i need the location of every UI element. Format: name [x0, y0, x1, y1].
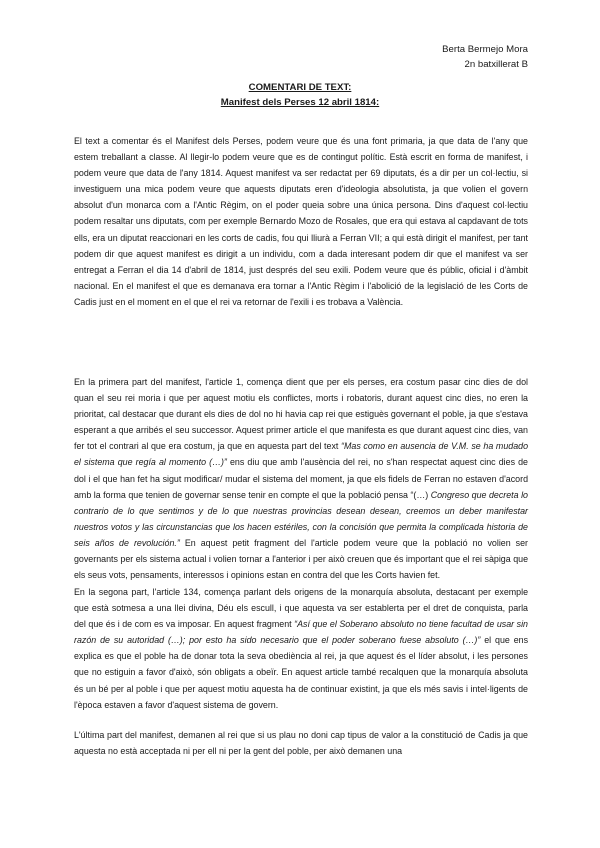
paragraph-text: El text a comentar és el Manifest dels Perses, podem veure que és una font primaria, ja que data de l'any que estem treballant a classe. Al llegir-lo podem veure que es de contingut polític. Està escrit en forma de manifest, i podem veure que data de l'any 1814. Aquest manifest va ser redactat per 69 diputats, és a dir per un col·lectiu, si investiguem una mica podem veure que aquests diputats eren d'ideologia absolutista, ja que volien el govern absolut d'un monarca com a l'Antic Règim, on el poder queia sobre una única persona. Dins d'aquest col·lectiu podem resaltar uns diputats, com per exemple Bernardo Mozo de Rosales, que era qui estava al capdavant de tots ells, era un diputat reaccionari en les corts de cadis, fou qui lliurà a Ferran VII; a qui està dirigit el manifest, per tant podem dir que aquest manifest es dirigit a un individu, com a dada interesant podem dir que el manifest va ser entregat a Ferran el dia 14 d'abril de 1814, just després del seu exili. Podem veure que és públic, oficial i d'àmbit nacional. En el manifest el que es demanava era tornar a l'Antic Règim i l'abolició de la legislació de les Corts de Cadis just en el moment en el que el rei va retornar de l'exili i es trobava a València. — [74, 136, 528, 307]
paragraph-second-part — [74, 584, 528, 713]
text-run: En la primera part del manifest, l'article 1, comença dient que per els perses, era costum pasar cinc dies de dol quan el seu rei moria i que per aquest motiu els conflictes, morts i robatoris, durant aquest cinc dies, no eren la prioritat, cal destacar que durant els dies de dol no hi havia cap rei que estiguès governant el poble, ja que s'estava esperant a que arribés el seu successor. Aquest primer article el que manifesta es que durant aquest cinc dies, van fer tot el contrari al que era costum, ja que en aquesta part del text — [74, 377, 528, 452]
paragraph-text — [74, 584, 528, 713]
quote-italic: “Mas como en ausencia de V.M. se ha mudado el sistema que regía al momento (…)” — [74, 441, 528, 468]
quote-italic: “Así que el Soberano absoluto no tiene facultad de usar sin razón de su autoridad (…); por esto ha sido necesario que el poder soberano fuese absoluto (…)” — [74, 619, 528, 646]
author-name: Berta Bermejo Mora — [442, 44, 528, 55]
paragraph-first-part — [74, 374, 528, 583]
quote-italic: Congreso que decreta lo contrario de lo que sentimos y de lo que nuestras provincias desean desean, creemos un deber manifestar nuestros votos y las circunstancias que los hacen estériles, con la concisión que permita la complicada historia de seis años de revolución.” — [74, 489, 528, 548]
course-label: 2n batxillerat B — [464, 59, 528, 70]
document-subtitle: Manifest dels Perses 12 abril 1814: — [220, 97, 380, 108]
paragraph-intro — [74, 133, 528, 310]
author-block — [442, 42, 528, 72]
paragraph-text — [74, 374, 528, 583]
paragraph-text: L'última part del manifest, demanen al rei que si us plau no doni cap tipus de valor a la constitució de Cadis ja que aquesta no està acceptada ni per ell ni per la gent del poble, per això demanen una — [74, 730, 528, 757]
paragraph-last-part — [74, 727, 528, 759]
text-run: En aquest petit fragment del l'article podem veure que la població no volien ser governants per els sistema actual i volien tornar a l'anterior i per això creuen que és important que el rei sàpiga que els seus vots, pensaments, interessos i opinions estan en contra del que les Corts havien fet. — [74, 537, 529, 581]
text-run: En la segona part, l'article 134, comença parlant dels origens de la monarquía absoluta, destacant per exemple que està sotmesa a una llei divina, Déu els escull, i que aquesta va ser establerta per el dret de conquista, parla del que és i de com es va imposar. En aquest fragment — [74, 587, 528, 630]
text-run: ens diu que amb l'ausència del rei, no s'han respectat aquest cinc dies de dol i el que han fet ha sigut modificar/ mudar el sistema del moment, ja que els fidels de Ferran no estaven d'acord amb la forma que tenien de governar sense tenir en compte el que la població pensa “(…) — [74, 457, 528, 500]
text-run: el que ens explica es que el poble ha de donar tota la seva obediència al rei, ja que aquest és el líder absolut, i les persones que no estiguin a favor d'això, són obligats a obeïr. En aquest article també recalquen que la monarquía absoluta és un bé per al poble i que per aquest motiu aquesta ha de continuar existint, ja que els més savis i intel·ligents de l'època estaven a favor d'aquest sistema de govern. — [74, 635, 529, 710]
document-title: COMENTARI DE TEXT: — [248, 82, 352, 93]
